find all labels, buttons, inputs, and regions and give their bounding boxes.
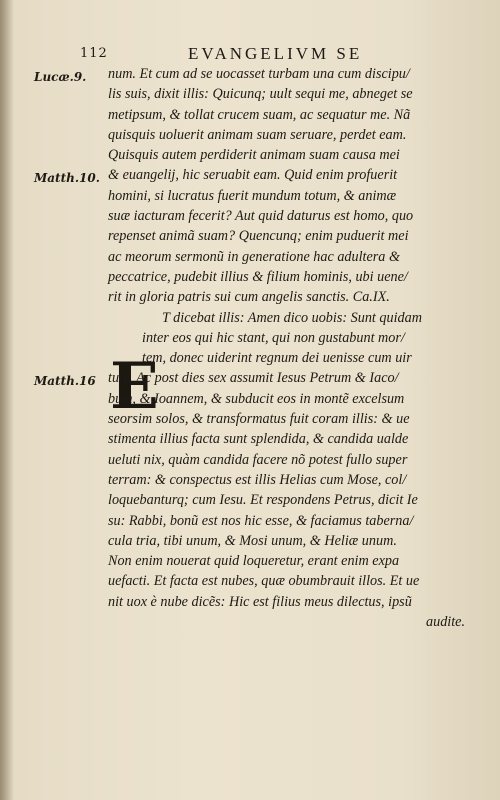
text-line: tute. Ac post dies sex assumit Iesus Petrum & Iaco/ — [108, 370, 399, 387]
text-line: bum, & Ioannem, & subducit eos in montẽ excelsum — [108, 390, 405, 407]
margin-note-matthew-10: Matth.10. — [34, 171, 100, 185]
text-line: repenset animã suam? Quencunq; enim puduerit mei — [108, 228, 409, 245]
text-line: ac meorum sermonũ in generatione hac adultera & — [108, 248, 400, 265]
text-line: cula tria, tibi unum, & Mosi unum, & Heliæ unum. — [108, 532, 397, 549]
gutter-shadow — [0, 0, 14, 800]
text-line: lis suis, dixit illis: Quicunq; uult sequi me, abneget se — [108, 86, 413, 103]
text-line: loquebanturq; cum Iesu. Et respondens Petrus, dicit Ie — [108, 492, 418, 509]
text-line: Quisquis autem perdiderit animam suam causa mei — [108, 147, 400, 164]
text-line: seorsim solos, & transformatus fuit coram illis: & ue — [108, 411, 410, 428]
text-line: ueluti nix, quàm candida facere nõ potest fullo super — [108, 451, 408, 468]
text-line: uefacti. Et facta est nubes, quæ obumbrauit illos. Et ue — [108, 573, 420, 590]
text-line: & euangelij, hic seruabit eam. Quid enim profuerit — [108, 167, 398, 184]
text-line: suæ iacturam fecerit? Aut quid daturus est homo, quo — [108, 208, 414, 225]
text-line: audite. — [426, 614, 466, 631]
chapter-line: rit in gloria patris sui cum angelis sanctis. Ca.IX. — [108, 289, 390, 306]
text-line: num. Et cum ad se uocasset turbam una cum discipu/ — [108, 66, 410, 82]
margin-note-matthew-16: Matth.16 — [34, 374, 96, 388]
text-line: nit uox è nube dicẽs: Hic est filius meus dilectus, ipsũ — [108, 593, 412, 610]
text-line: su: Rabbi, bonũ est nos hic esse, & faciamus taberna/ — [108, 512, 414, 529]
text-line: metipsum, & tollat crucem suam, ac sequatur me. Nã — [108, 106, 411, 123]
text-line: quisquis uoluerit animam suam seruare, perdet eam. — [108, 126, 407, 143]
page-header — [80, 44, 490, 66]
running-head: EVANGELIVM SE — [188, 44, 363, 63]
text-line: terram: & conspectus est illis Helias cum Mose, col/ — [108, 471, 407, 488]
text-line: stimenta illius facta sunt splendida, & candida ualde — [108, 431, 409, 448]
body-text — [108, 64, 486, 632]
folio-number: 112 — [80, 46, 108, 61]
text-line: peccatrice, pudebit illius & filium hominis, ubi uene/ — [108, 268, 408, 285]
margin-note-luke: Lucæ.9. — [34, 70, 87, 84]
text-line: T dicebat illis: Amen dico uobis: Sunt quidam — [162, 309, 422, 326]
drop-cap-initial: E — [110, 349, 159, 424]
text-line: Non enim nouerat quid loqueretur, erant enim expa — [108, 553, 400, 570]
text-line: homini, si lucratus fuerit mundum totum, & animæ — [108, 187, 397, 204]
text-line: tem, donec uiderint regnum dei uenisse cum uir — [142, 350, 412, 367]
text-line: inter eos qui hic stant, qui non gustabunt mor/ — [142, 329, 405, 346]
